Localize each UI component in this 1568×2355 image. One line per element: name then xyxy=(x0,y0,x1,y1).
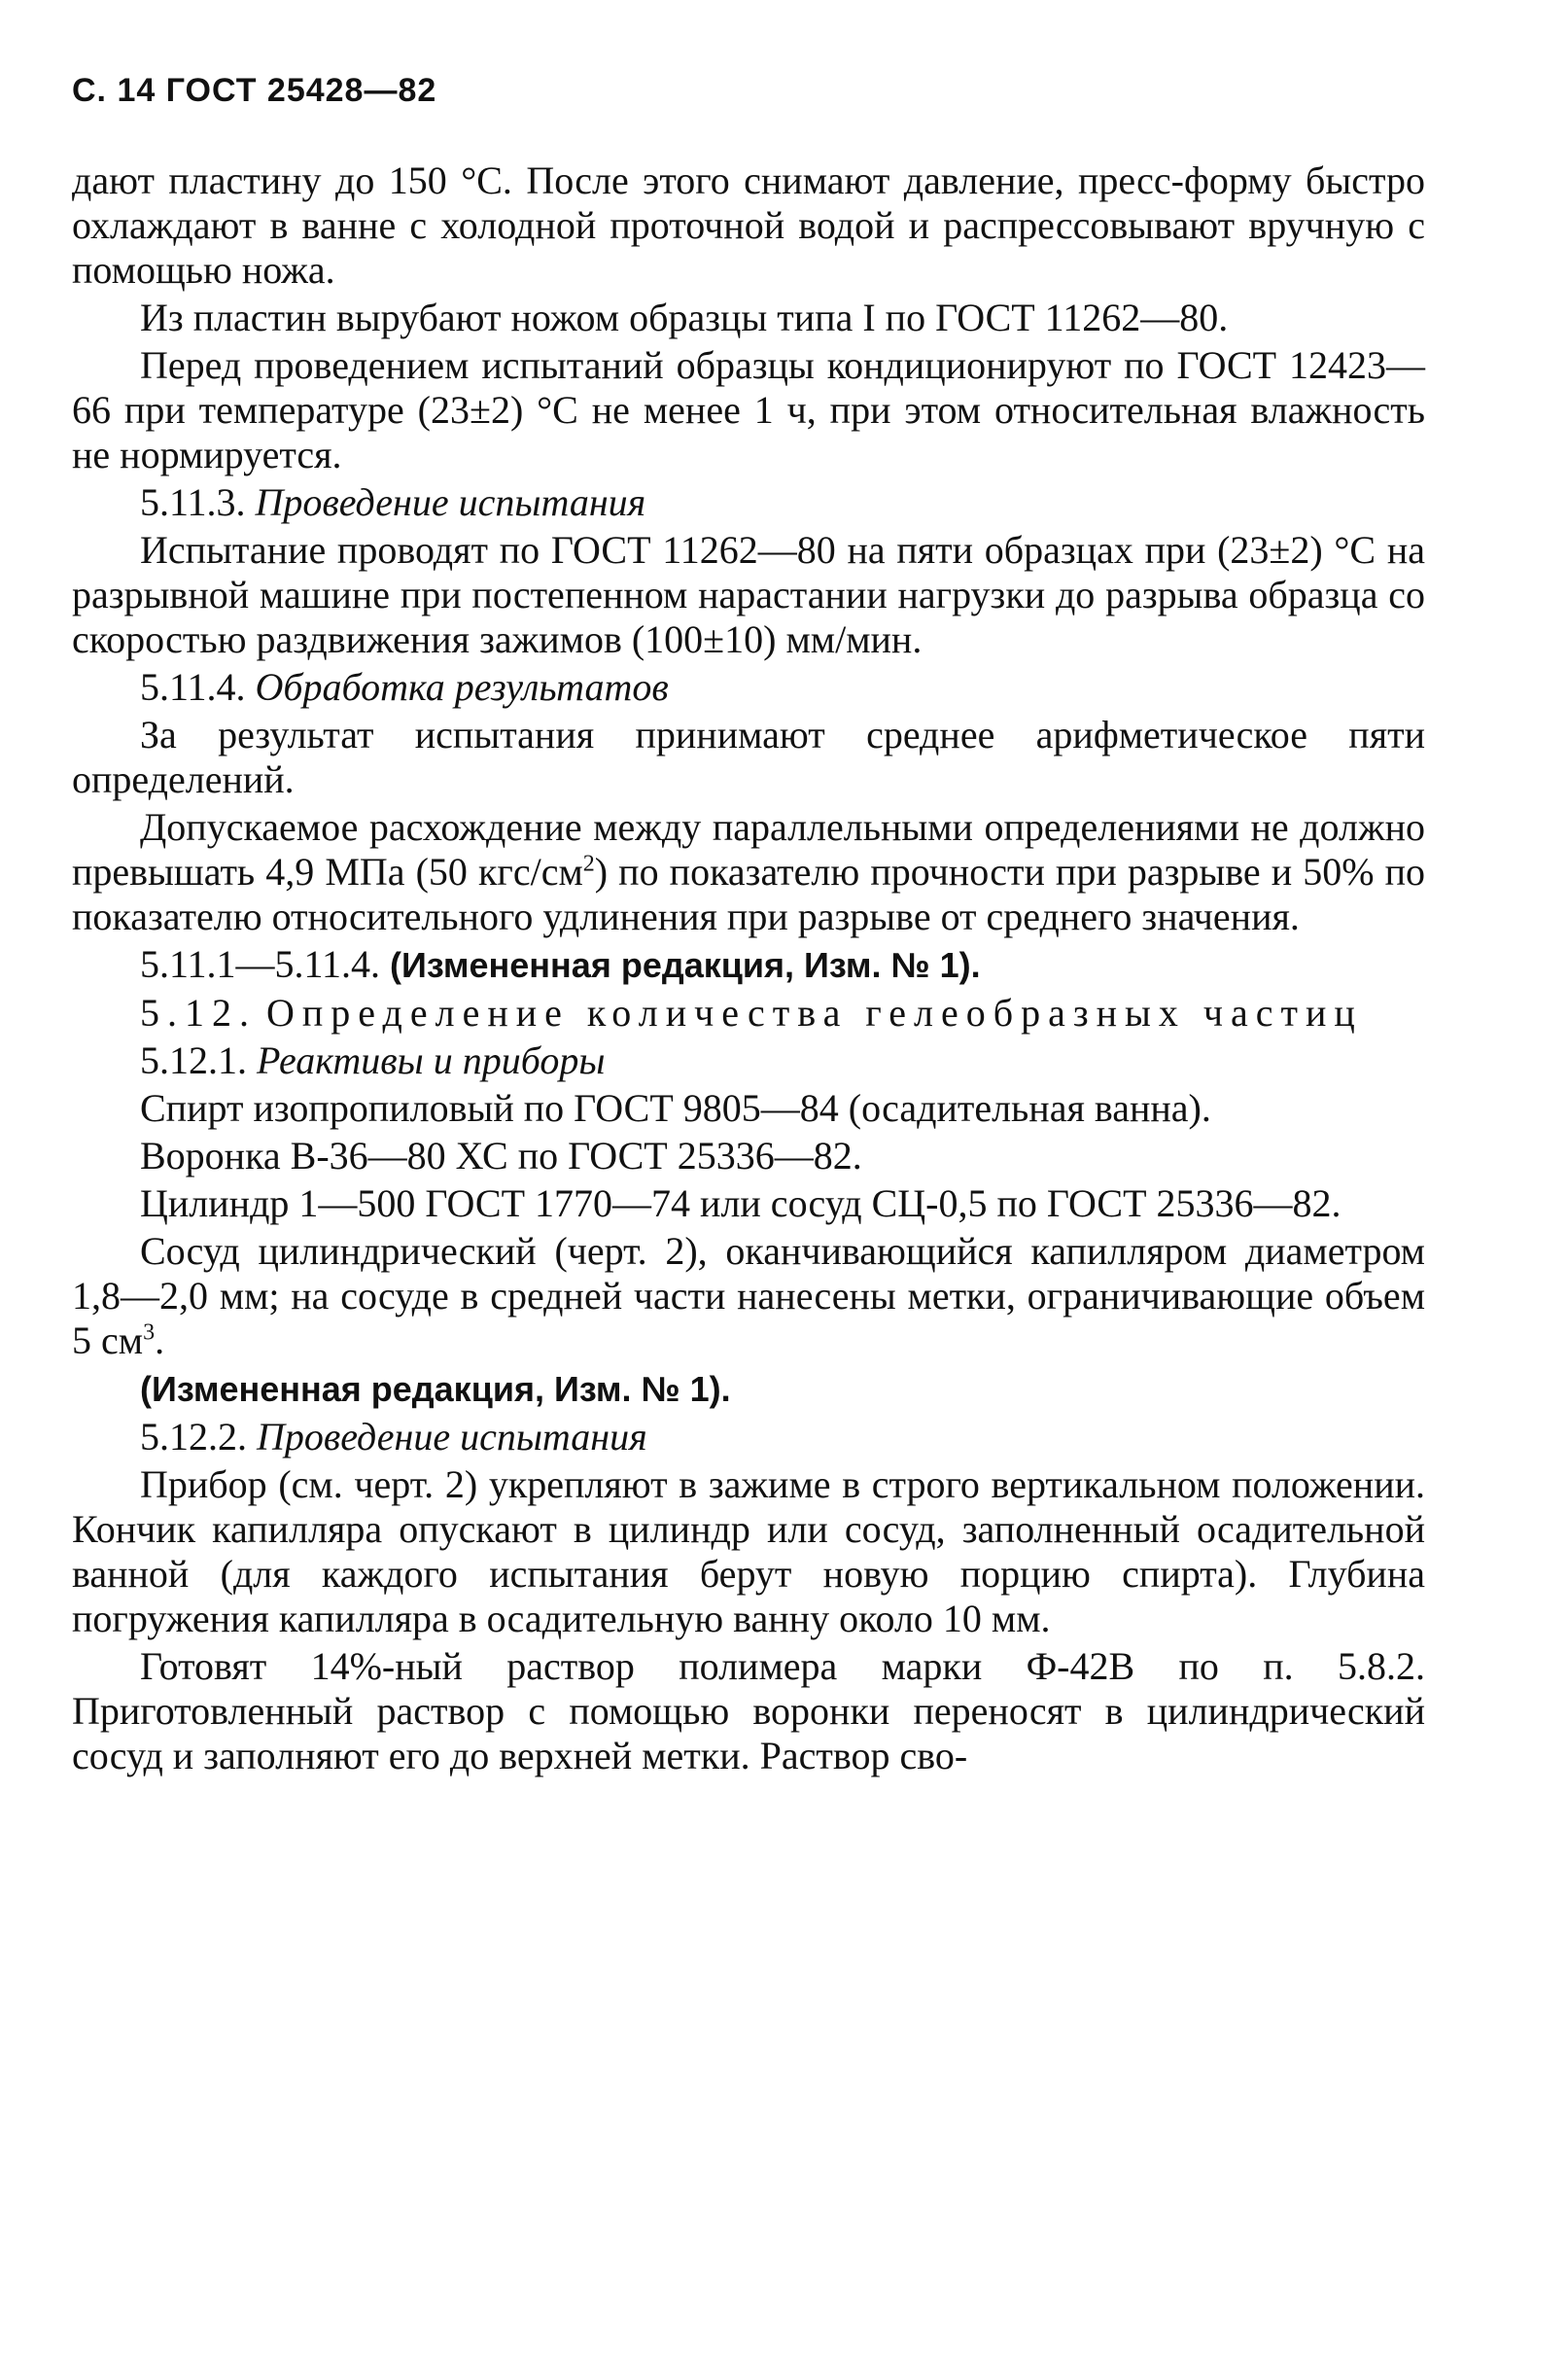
vessel-text-part1: Сосуд цилиндрический (черт. 2), оканчивающийся капилляром диаметром 1,8—2,0 мм; на сосуде в средней части нанесены метки, ограничивающие объем 5 см xyxy=(72,1229,1425,1362)
section-5-11-3-heading xyxy=(72,480,1425,525)
paragraph-result: За результат испытания принимают среднее арифметическое пяти определений. xyxy=(72,713,1425,801)
amendment-range: 5.11.1—5.11.4. xyxy=(140,942,381,986)
amendment-text: (Измененная редакция, Изм. № 1). xyxy=(390,945,981,985)
section-number: 5.12.1. xyxy=(140,1038,247,1082)
section-5-12-1-heading xyxy=(72,1038,1425,1083)
amendment-note-2 xyxy=(72,1366,1425,1412)
paragraph-specimens: Из пластин вырубают ножом образцы типа I по ГОСТ 11262—80. xyxy=(140,296,1229,339)
section-5-12-2-heading xyxy=(72,1415,1425,1459)
section-5-12-heading xyxy=(72,991,1425,1036)
paragraph-cylinder: Цилиндр 1—500 ГОСТ 1770—74 или сосуд СЦ-0,5 по ГОСТ 25336—82. xyxy=(140,1181,1342,1225)
paragraph-solution-prep: Готовят 14%-ный раствор полимера марки Ф-42В по п. 5.8.2. Приготовленный раствор с помощью воронки переносят в цилиндрический сосуд и заполняют его до верхней метки. Раствор сво- xyxy=(72,1644,1425,1777)
section-title: Обработка результатов xyxy=(255,665,669,709)
vessel-text-part2: . xyxy=(155,1318,165,1362)
amendment-note-1 xyxy=(72,942,1425,988)
document-body xyxy=(72,158,1425,1778)
paragraph-vessel xyxy=(72,1229,1425,1363)
tolerance-text-part1: Допускаемое расхождение между параллельными определениями не должно превышать 4,9 МПа (50 кгс/см xyxy=(72,805,1425,894)
superscript-2: 2 xyxy=(582,851,595,877)
paragraph-tolerance xyxy=(72,805,1425,939)
paragraph-test-procedure: Испытание проводят по ГОСТ 11262—80 на пяти образцах при (23±2) °С на разрывной машине при постепенном нарастании нагрузки до разрыва образца со скоростью раздвижения зажимов (100±10) мм/мин. xyxy=(72,528,1425,661)
section-title: Проведение испытания xyxy=(257,1415,647,1459)
section-5-11-4-heading xyxy=(72,665,1425,710)
paragraph-continuation: дают пластину до 150 °С. После этого снимают давление, пресс-форму быстро охлаждают в ванне с холодной проточной водой и распрессовывают вручную с помощью ножа. xyxy=(72,158,1425,292)
section-title: Проведение испытания xyxy=(255,480,646,524)
section-number: 5.12.2. xyxy=(140,1415,247,1459)
section-number: 5.11.4. xyxy=(140,665,246,709)
paragraph-device-setup: Прибор (см. черт. 2) укрепляют в зажиме в строго вертикальном положении. Кончик капилляра опускают в цилиндр или сосуд, заполненный осадительной ванной (для каждого испытания берут новую порцию спирта). Глубина погружения капилляра в осадительную ванну около 10 мм. xyxy=(72,1462,1425,1640)
document-page xyxy=(72,72,1425,1781)
paragraph-funnel: Воронка В-36—80 ХС по ГОСТ 25336—82. xyxy=(140,1134,862,1178)
superscript-3: 3 xyxy=(143,1319,156,1346)
section-title: Определение количества гелеобразных частиц xyxy=(266,991,1363,1035)
section-number: 5.12. xyxy=(140,991,257,1035)
paragraph-isopropyl-alcohol: Спирт изопропиловый по ГОСТ 9805—84 (осадительная ванна). xyxy=(140,1086,1211,1130)
section-title: Реактивы и приборы xyxy=(257,1038,606,1082)
section-number: 5.11.3. xyxy=(140,480,246,524)
amendment-text: (Измененная редакция, Изм. № 1). xyxy=(140,1369,731,1409)
paragraph-conditioning: Перед проведением испытаний образцы кондиционируют по ГОСТ 12423—66 при температуре (23±2) °С не менее 1 ч, при этом относительная влажность не нормируется. xyxy=(72,343,1425,476)
tolerance-text-part2: ) по показателю прочности при разрыве и 50% по показателю относительного удлинения при разрыве от среднего значения. xyxy=(72,850,1426,938)
running-header: С. 14 ГОСТ 25428—82 xyxy=(72,72,437,109)
